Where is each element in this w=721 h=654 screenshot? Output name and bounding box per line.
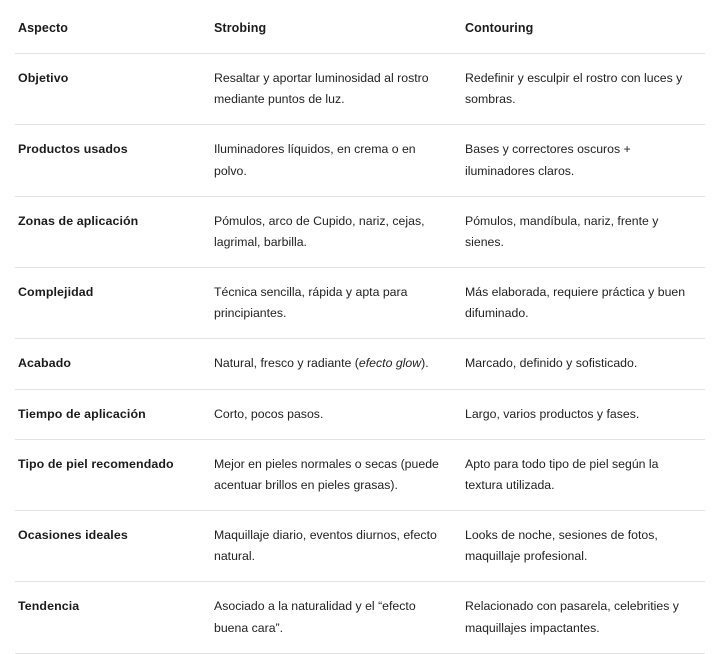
row-strobing-value: Maquillaje diario, eventos diurnos, efecto natural.: [211, 511, 462, 582]
row-contouring-value: Más elaborada, requiere práctica y buen difuminado.: [462, 267, 705, 338]
row-strobing-value: Iluminadores líquidos, en crema o en polvo.: [211, 125, 462, 196]
row-aspect-label: Complejidad: [15, 267, 211, 338]
comparison-table: [15, 0, 705, 654]
row-strobing-value: Pómulos, arco de Cupido, nariz, cejas, lagrimal, barbilla.: [211, 196, 462, 267]
table-row: [15, 339, 705, 389]
row-strobing-value: [211, 339, 462, 389]
row-contouring-value: Apto para todo tipo de piel según la textura utilizada.: [462, 439, 705, 510]
row-aspect-label: Tipo de piel recomendado: [15, 439, 211, 510]
row-aspect-label: Productos usados: [15, 125, 211, 196]
column-header-aspect: Aspecto: [15, 0, 211, 54]
column-header-contouring: Contouring: [462, 0, 705, 54]
table-row: [15, 582, 705, 653]
table-row: [15, 439, 705, 510]
row-strobing-value: Asociado a la naturalidad y el “efecto buena cara”.: [211, 582, 462, 653]
row-aspect-label: Ocasiones ideales: [15, 511, 211, 582]
table-header: [15, 0, 705, 54]
column-header-strobing: Strobing: [211, 0, 462, 54]
row-contouring-value: Redefinir y esculpir el rostro con luces y sombras.: [462, 54, 705, 125]
text-fragment-plain: ).: [421, 356, 429, 371]
row-strobing-value: Mejor en pieles normales o secas (puede acentuar brillos en pieles grasas).: [211, 439, 462, 510]
row-contouring-value: Looks de noche, sesiones de fotos, maquillaje profesional.: [462, 511, 705, 582]
table-row: [15, 196, 705, 267]
row-aspect-label: Zonas de aplicación: [15, 196, 211, 267]
table-row: [15, 389, 705, 439]
table-header-row: [15, 0, 705, 54]
table-row: [15, 511, 705, 582]
table-row: [15, 267, 705, 338]
text-fragment-italic: efecto glow: [358, 356, 422, 371]
row-strobing-value: Corto, pocos pasos.: [211, 389, 462, 439]
row-contouring-value: Bases y correctores oscuros + iluminadores claros.: [462, 125, 705, 196]
row-aspect-label: Tiempo de aplicación: [15, 389, 211, 439]
table-row: [15, 125, 705, 196]
table-body: [15, 54, 705, 654]
row-contouring-value: Pómulos, mandíbula, nariz, frente y sienes.: [462, 196, 705, 267]
row-strobing-value: Técnica sencilla, rápida y apta para principiantes.: [211, 267, 462, 338]
text-fragment-plain: Natural, fresco y radiante (: [214, 356, 359, 371]
row-strobing-value: Resaltar y aportar luminosidad al rostro mediante puntos de luz.: [211, 54, 462, 125]
row-aspect-label: Tendencia: [15, 582, 211, 653]
row-contouring-value: Largo, varios productos y fases.: [462, 389, 705, 439]
row-aspect-label: Acabado: [15, 339, 211, 389]
row-contouring-value: Relacionado con pasarela, celebrities y maquillajes impactantes.: [462, 582, 705, 653]
row-aspect-label: Objetivo: [15, 54, 211, 125]
row-contouring-value: Marcado, definido y sofisticado.: [462, 339, 705, 389]
table-row: [15, 54, 705, 125]
